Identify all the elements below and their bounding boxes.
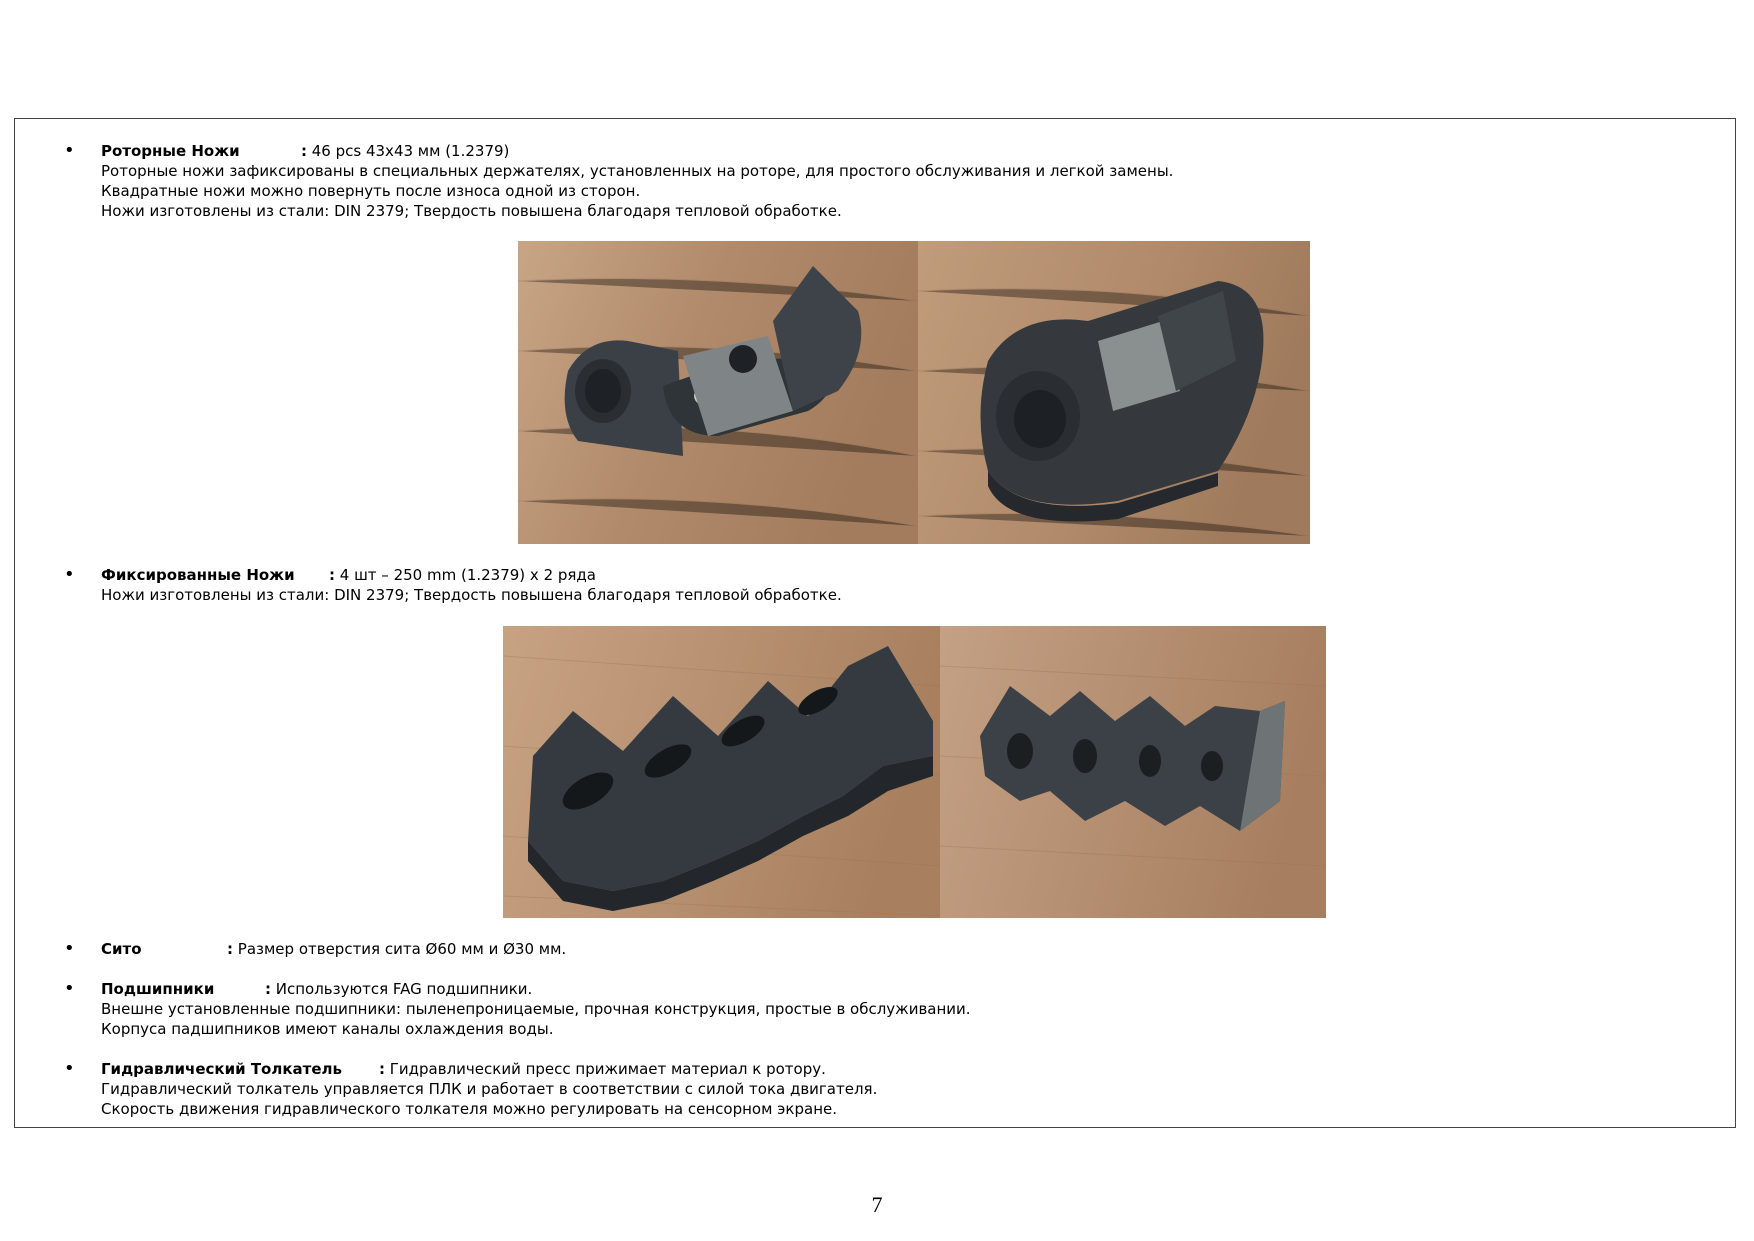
section-term: Гидравлический Толкатель: [101, 1060, 342, 1078]
section-term: Сито: [101, 940, 142, 958]
section-line: Квадратные ножи можно повернуть после износа одной из сторон.: [101, 182, 641, 200]
section-line: Корпуса падшипников имеют каналы охлаждения воды.: [101, 1020, 554, 1038]
colon: :: [301, 142, 307, 160]
colon: :: [379, 1060, 385, 1078]
section-value: 4 шт – 250 mm (1.2379) x 2 ряда: [335, 566, 596, 584]
bullet: •: [64, 978, 75, 999]
rotor-knife-photo-exploded: [518, 241, 918, 544]
section-line: Роторные ножи зафиксированы в специальных держателях, установленных на роторе, для простого обслуживания и легкой замены.: [101, 162, 1174, 180]
colon: :: [329, 566, 335, 584]
section-line: Скорость движения гидравлического толкателя можно регулировать на сенсорном экране.: [101, 1100, 837, 1118]
page-number: 7: [871, 1192, 883, 1217]
section-value: Гидравлический пресс прижимает материал к ротору.: [385, 1060, 826, 1078]
section-term: Роторные Ножи: [101, 142, 240, 160]
section-term: Подшипники: [101, 980, 215, 998]
bullet: •: [64, 1058, 75, 1079]
section-line: Гидравлический толкатель управляется ПЛК и работает в соответствии с силой тока двигателя.: [101, 1080, 878, 1098]
section-value: Используются FAG подшипники.: [271, 980, 533, 998]
section-line: Ножи изготовлены из стали: DIN 2379; Твердость повышена благодаря тепловой обработке.: [101, 586, 842, 604]
rotor-knife-photo-assembled: [918, 241, 1310, 544]
bullet: •: [64, 564, 75, 585]
fixed-knife-photo-top: [503, 626, 940, 918]
section-line: Ножи изготовлены из стали: DIN 2379; Твердость повышена благодаря тепловой обработке.: [101, 202, 842, 220]
section-value: Размер отверстия сита Ø60 мм и Ø30 мм.: [233, 940, 567, 958]
section-value: 46 pcs 43x43 мм (1.2379): [307, 142, 510, 160]
section-line: Внешне установленные подшипники: пыленепроницаемые, прочная конструкция, простые в обслуживании.: [101, 1000, 971, 1018]
bullet: •: [64, 140, 75, 161]
colon: :: [265, 980, 271, 998]
fixed-knife-photo-side: [940, 626, 1326, 918]
section-term: Фиксированные Ножи: [101, 566, 295, 584]
bullet: •: [64, 938, 75, 959]
colon: :: [227, 940, 233, 958]
